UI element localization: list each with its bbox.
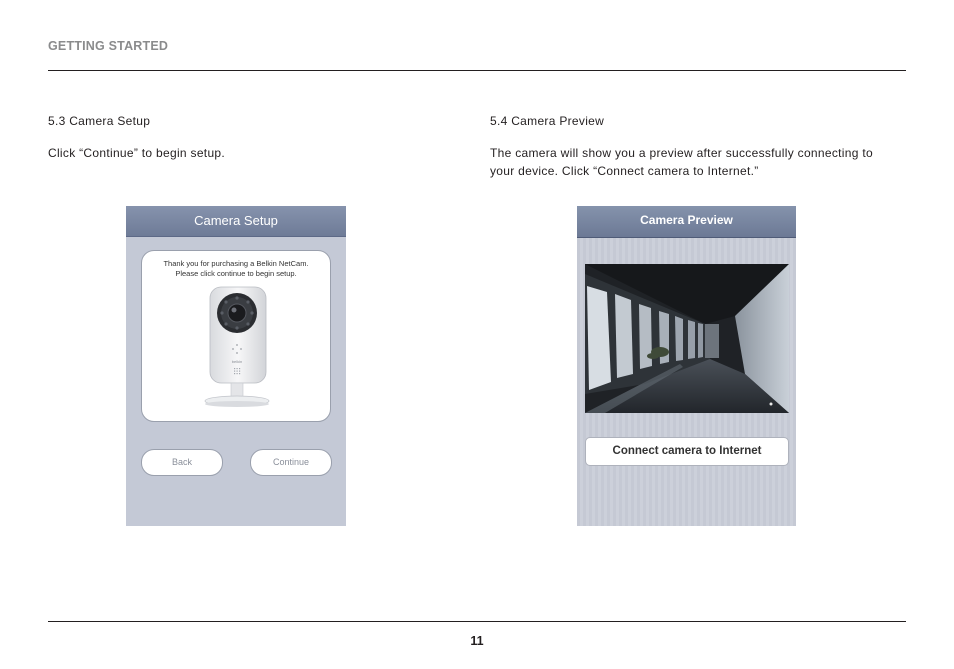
back-button[interactable]: Back xyxy=(141,449,223,476)
camera-preview-screen xyxy=(577,206,796,526)
camera-setup-screen xyxy=(126,206,346,526)
camera-preview-heading: 5.4 Camera Preview xyxy=(490,114,605,128)
netcam-illustration xyxy=(204,285,274,409)
connect-camera-button[interactable]: Connect camera to Internet xyxy=(585,437,789,466)
camera-setup-title-bar: Camera Setup xyxy=(126,206,346,237)
camera-preview-title-bar: Camera Preview xyxy=(577,206,796,238)
camera-preview-instructions xyxy=(490,145,873,180)
welcome-card xyxy=(141,250,331,422)
welcome-message-line-2: Please click continue to begin setup. xyxy=(175,268,297,278)
welcome-message xyxy=(142,259,330,278)
camera-preview-instructions-line-2: your device. Click “Connect camera to Internet.” xyxy=(490,163,759,178)
camera-preview-image xyxy=(585,264,789,413)
camera-setup-heading: 5.3 Camera Setup xyxy=(48,114,151,128)
camera-brand-mark: belkin xyxy=(231,359,243,364)
header-rule xyxy=(48,70,906,71)
continue-button[interactable]: Continue xyxy=(250,449,332,476)
footer-rule xyxy=(48,621,906,622)
camera-setup-instructions: Click “Continue” to begin setup. xyxy=(48,146,226,160)
page-number: 11 xyxy=(470,634,484,648)
section-header: GETTING STARTED xyxy=(48,39,169,53)
welcome-message-line-1: Thank you for purchasing a Belkin NetCam. xyxy=(163,259,309,268)
camera-preview-instructions-line-1: The camera will show you a preview after successfully connecting to xyxy=(490,146,873,160)
